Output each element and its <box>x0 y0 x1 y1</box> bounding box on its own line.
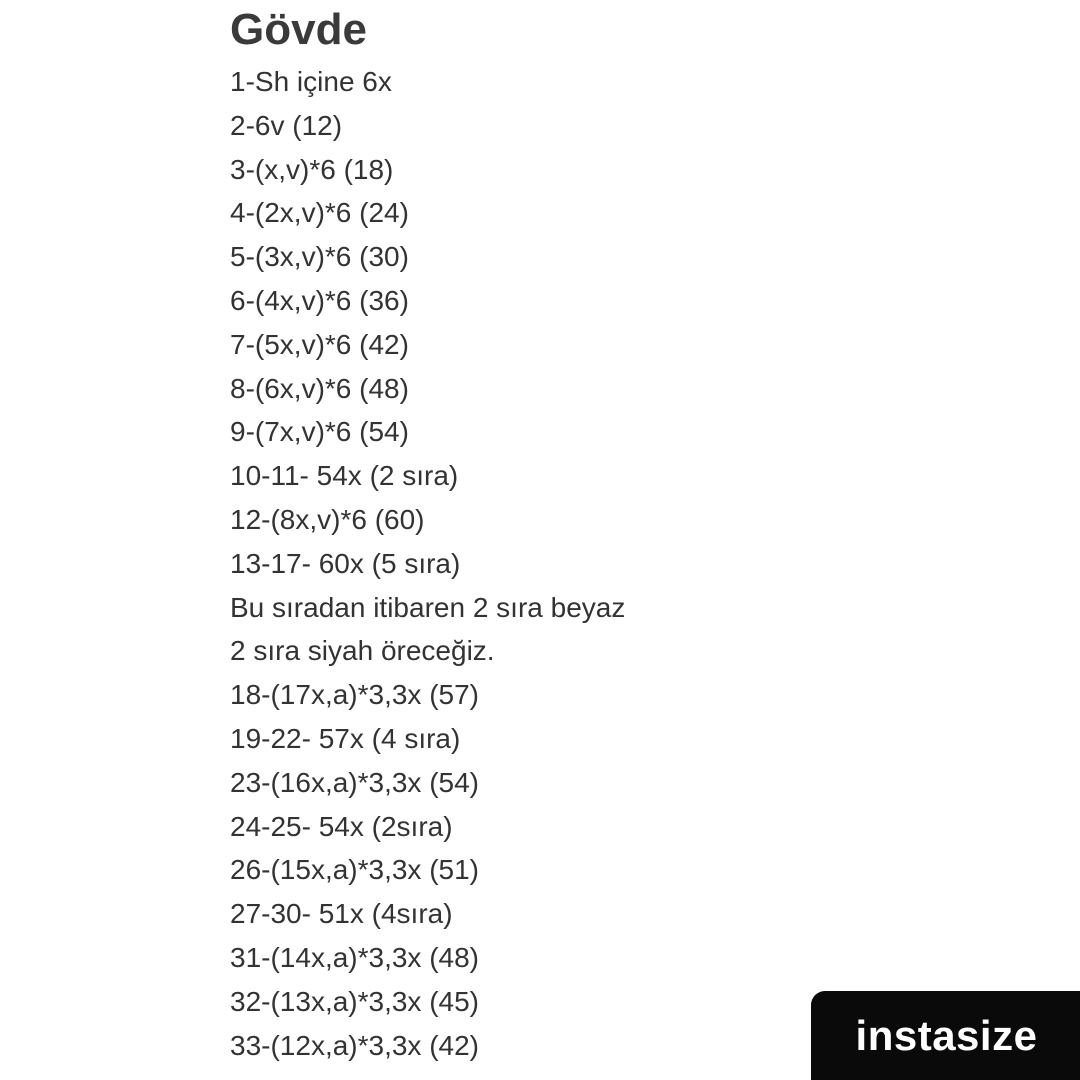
pattern-line: 13-17- 60x (5 sıra) <box>230 547 461 579</box>
pattern-line: 6-(4x,v)*6 (36) <box>230 284 409 316</box>
pattern-line: 1-Sh içine 6x <box>230 66 392 97</box>
pattern-line: 2-6v (12) <box>230 109 343 141</box>
pattern-line: 5-(3x,v)*6 (30) <box>230 241 409 273</box>
pattern-line: 4-(2x,v)*6 (24) <box>230 197 409 229</box>
pattern-line: 23-(16x,a)*3,3x (54) <box>230 766 480 798</box>
pattern-lines <box>230 60 1030 1067</box>
pattern-line: 19-22- 57x (4 sıra) <box>230 722 461 754</box>
pattern-line: 32-(13x,a)*3,3x (45) <box>230 985 480 1017</box>
pattern-line: 31-(14x,a)*3,3x (48) <box>230 941 480 973</box>
instasize-watermark <box>811 991 1080 1080</box>
pattern-line: 2 sıra siyah öreceğiz. <box>230 635 495 667</box>
pattern-line: 7-(5x,v)*6 (42) <box>230 328 409 360</box>
document-title: Gövde <box>230 5 367 54</box>
pattern-line: 12-(8x,v)*6 (60) <box>230 503 425 535</box>
pattern-line: 24-25- 54x (2sıra) <box>230 810 453 842</box>
document-body <box>230 2 1030 1067</box>
pattern-line: Bu sıradan itibaren 2 sıra beyaz <box>230 591 626 623</box>
pattern-line: 10-11- 54x (2 sıra) <box>230 460 459 492</box>
pattern-line: 27-30- 51x (4sıra) <box>230 898 453 930</box>
pattern-line: 33-(12x,a)*3,3x (42) <box>230 1029 480 1061</box>
pattern-line: 26-(15x,a)*3,3x (51) <box>230 854 480 886</box>
watermark-label: instasize <box>855 1011 1038 1059</box>
pattern-line: 8-(6x,v)*6 (48) <box>230 372 409 404</box>
pattern-line: 18-(17x,a)*3,3x (57) <box>230 679 480 711</box>
pattern-line: 9-(7x,v)*6 (54) <box>230 416 409 448</box>
pattern-line: 3-(x,v)*6 (18) <box>230 153 394 185</box>
